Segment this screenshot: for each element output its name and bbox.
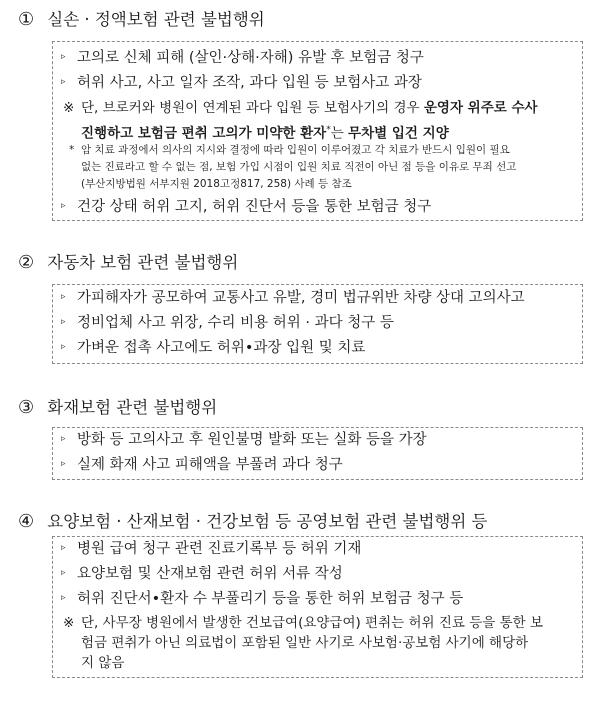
section-4-number: ④ xyxy=(18,511,35,532)
bullet-icon: ▹ xyxy=(61,201,66,211)
section-3-number: ③ xyxy=(18,397,35,418)
bullet-icon: ▹ xyxy=(61,317,66,327)
bullet-icon: ▹ xyxy=(61,593,66,603)
bullet-icon: ▹ xyxy=(61,543,66,553)
section-3-heading xyxy=(18,397,217,419)
section-4-box: ▹ 병원 급여 청구 관련 진료기록부 등 허위 기재 ▹ 요양보험 및 산재보험 관련 허위 서류 작성 ▹ 허위 진단서•환자 수 부풀리기 등을 통한 허위 보험금 청구 등 ※ 단, 사무장 병원에서 발생한 건보급여(요양급여) 편취는 허위 진료 등을 통한 보 험금 편취가 아닌 의료법이 포함된 일반 사기로 사보험·공보험 사기에 해당하 지 않음 xyxy=(52,536,583,678)
section-2-box: ▹ 가피해자가 공모하여 교통사고 유발, 경미 법규위반 차량 상대 고의사고 ▹ 정비업체 사고 위장, 수리 비용 허위 · 과다 청구 등 ▹ 가벼운 접촉 사고에도 허위•과장 입원 및 치료 xyxy=(52,284,583,364)
section-1-box: ▹ 고의로 신체 피해 (살인·상해·자해) 유발 후 보험금 청구 ▹ 허위 사고, 사고 일자 조작, 과다 입원 등 보험사고 과장 ※ 단, 브로커와 병원이 연계된 과다 입원 등 보험사기의 경우 운영자 위주로 수사 진행하고 보험금 편취 고의가 미약한 환자*는 무차별 입건 지양 * 암 치료 과정에서 의사의 지시와 결정에 따라 입원이 이루어졌고 각 치료가 반드시 입원이 필요 없는 진료라고 할 수 없는 점, 보험 가입 시점이 입원 치료 직전이 아닌 점 등을 이유로 무죄 선고 (부산지방법원 서부지원 2018고정817, 258) 사례 등 참조 ▹ 건강 상태 허위 고지, 허위 진단서 등을 통한 보험금 청구 xyxy=(52,41,583,221)
section-4-title: 요양보험 · 산재보험 · 건강보험 등 공영보험 관련 불법행위 등 xyxy=(47,512,488,531)
bullet-icon: ▹ xyxy=(61,52,66,62)
footnote-mark: * xyxy=(69,144,75,156)
bullet-icon: ▹ xyxy=(61,77,66,87)
section-2-title: 자동차 보험 관련 불법행위 xyxy=(47,253,239,272)
bullet-icon: ▹ xyxy=(61,434,66,444)
note-mark: ※ xyxy=(63,100,75,116)
bullet-icon: ▹ xyxy=(61,292,66,302)
section-1-title: 실손 · 정액보험 관련 불법행위 xyxy=(47,10,265,29)
section-4-heading xyxy=(18,511,487,533)
section-3-title: 화재보험 관련 불법행위 xyxy=(47,398,218,417)
bullet-icon: ▹ xyxy=(61,342,66,352)
section-3-box: ▹ 방화 등 고의사고 후 원인불명 발화 또는 실화 등을 가장 ▹ 실제 화재 사고 피해액을 부풀려 과다 청구 xyxy=(52,427,583,480)
bullet-icon: ▹ xyxy=(61,568,66,578)
section-2-heading xyxy=(18,252,238,274)
section-1-heading xyxy=(18,9,265,31)
section-1-number: ① xyxy=(18,9,35,30)
note-mark: ※ xyxy=(63,615,75,631)
bullet-icon: ▹ xyxy=(61,459,66,469)
section-2-number: ② xyxy=(18,252,35,273)
